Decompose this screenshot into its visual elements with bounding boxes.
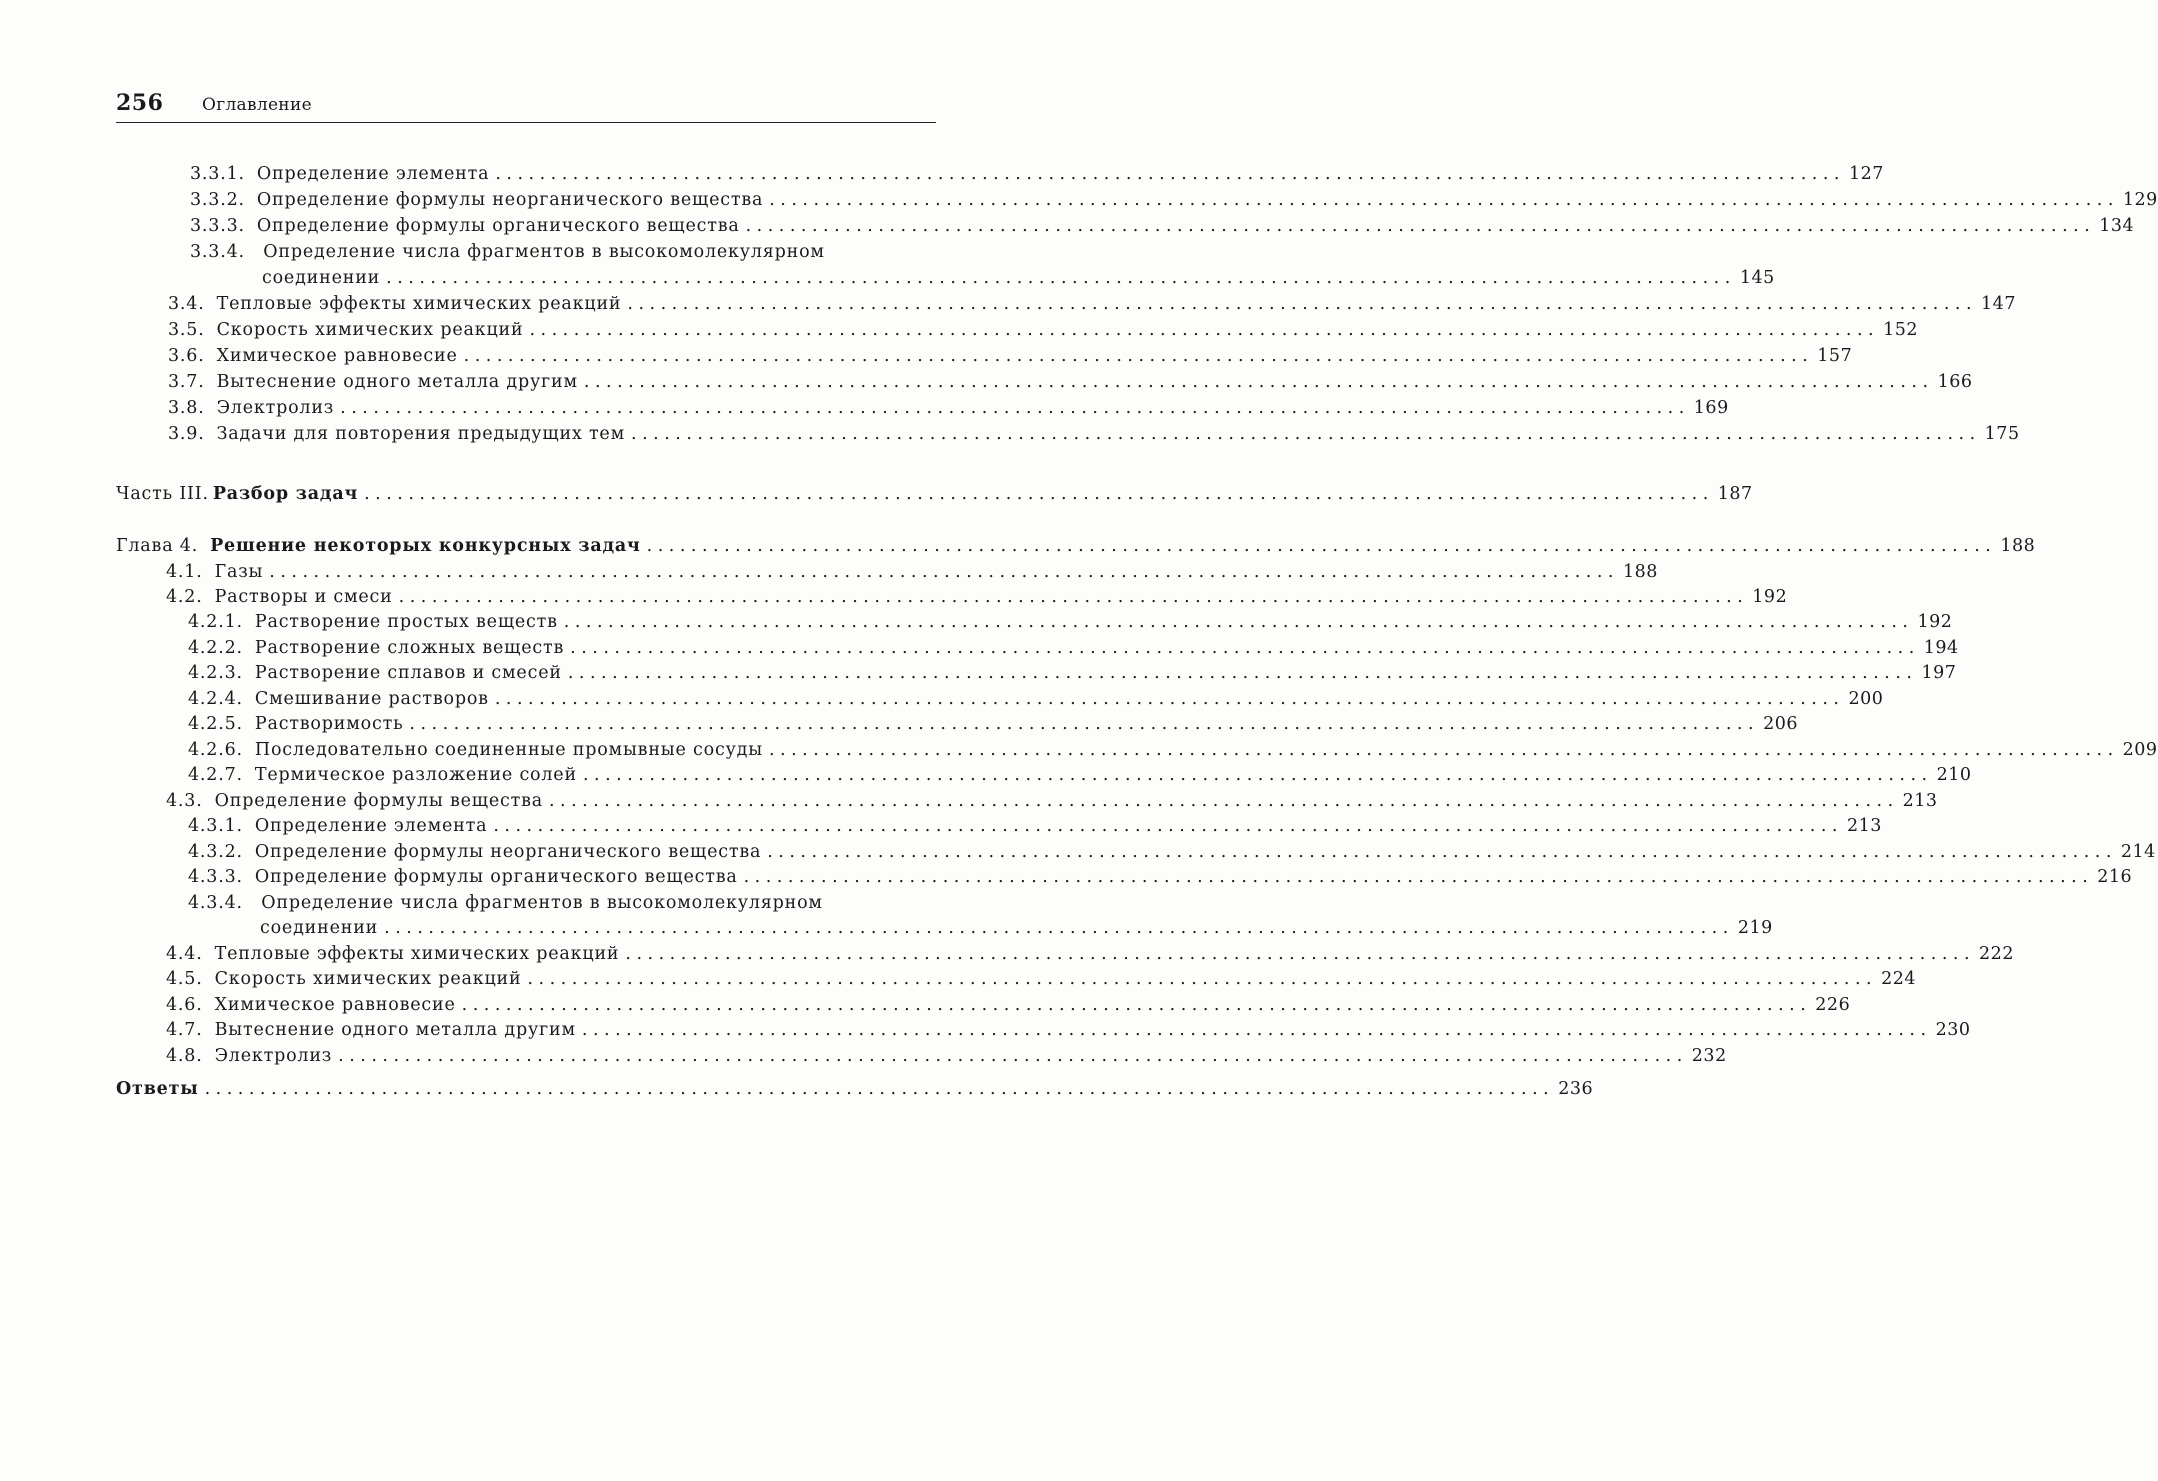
entry-number: 4.2.7.: [188, 765, 243, 785]
entry-title: Разбор задач: [212, 484, 359, 504]
entry-page: 232: [1691, 1046, 1727, 1066]
entry-page: 145: [1739, 268, 1775, 288]
leader-dots: ..........................................................................................................................: [529, 320, 1880, 340]
entry-title: Скорость химических реакций: [214, 969, 522, 989]
toc-entry[interactable]: [188, 840, 2156, 864]
entry-title: Вытеснение одного металла другим: [214, 1020, 576, 1040]
entry-page: 214: [2120, 842, 2156, 862]
entry-number: 4.3.4.: [188, 893, 243, 913]
entry-title: Определение формулы органического вещества: [254, 867, 738, 887]
entry-title: соединении: [260, 918, 379, 938]
entry-title: Ответы: [116, 1079, 199, 1099]
leader-dots: ..........................................................................................................................: [769, 190, 2119, 210]
toc-entry[interactable]: [166, 560, 1658, 584]
entry-number: 3.3.2.: [190, 190, 245, 210]
leader-dots: ..........................................................................................................................: [340, 398, 1690, 418]
toc-entry[interactable]: [166, 585, 1788, 609]
entry-title: Определение формулы органического вещества: [256, 216, 740, 236]
page-header: [116, 88, 936, 123]
toc-entry[interactable]: [188, 610, 1953, 634]
entry-number: 3.8.: [168, 398, 205, 418]
entry-number: 4.4.: [166, 944, 203, 964]
toc-entry-first-line[interactable]: [190, 240, 825, 264]
toc-entry[interactable]: [188, 814, 1882, 838]
leader-dots: ..........................................................................................................................: [364, 484, 1714, 504]
toc-entry[interactable]: [188, 712, 1798, 736]
entry-title: Термическое разложение солей: [254, 765, 577, 785]
toc-entry[interactable]: [188, 738, 2158, 762]
leader-dots: ..........................................................................................................................: [627, 294, 1978, 314]
toc-entry[interactable]: [262, 266, 1775, 290]
entry-page: 213: [1902, 791, 1938, 811]
leader-dots: ..........................................................................................................................: [204, 1079, 1555, 1099]
entry-number: 3.6.: [168, 346, 205, 366]
entry-title: соединении: [262, 268, 381, 288]
entry-title: Определение формулы неорганического вещества: [256, 190, 764, 210]
leader-dots: ..........................................................................................................................: [384, 918, 1734, 938]
toc-entry[interactable]: [168, 396, 1729, 420]
leader-dots: ..........................................................................................................................: [398, 587, 1749, 607]
entry-page: 222: [1979, 944, 2014, 964]
toc-entry[interactable]: [168, 318, 1919, 342]
entry-page: 127: [1849, 164, 1884, 184]
entry-number: 3.5.: [168, 320, 205, 340]
leader-dots: ..........................................................................................................................: [570, 638, 1920, 658]
leader-dots: ..........................................................................................................................: [527, 969, 1878, 989]
entry-number: 3.7.: [168, 372, 205, 392]
leader-dots: ..........................................................................................................................: [767, 842, 2117, 862]
entry-title: Растворение сплавов и смесей: [254, 663, 562, 683]
toc-entry-first-line[interactable]: [188, 891, 823, 915]
entry-number: 4.2.5.: [188, 714, 243, 734]
entry-title: Химическое равновесие: [216, 346, 458, 366]
leader-dots: ..........................................................................................................................: [583, 372, 1934, 392]
toc-entry[interactable]: [166, 942, 2014, 966]
entry-number: 3.9.: [168, 424, 205, 444]
leader-dots: ..........................................................................................................................: [463, 346, 1814, 366]
running-title: Оглавление: [202, 95, 312, 115]
entry-page: 200: [1848, 689, 1884, 709]
toc-entry[interactable]: [166, 1044, 1727, 1068]
entry-page: 213: [1847, 816, 1882, 836]
toc-entry[interactable]: [190, 188, 2158, 212]
entry-page: 147: [1981, 294, 2016, 314]
leader-dots: ..........................................................................................................................: [409, 714, 1760, 734]
leader-dots: ..........................................................................................................................: [493, 816, 1843, 836]
entry-number: 4.7.: [166, 1020, 203, 1040]
toc-entry[interactable]: [166, 967, 1917, 991]
toc-entry[interactable]: [188, 661, 1957, 685]
leader-dots: ..........................................................................................................................: [631, 424, 1981, 444]
entry-number: 4.3.: [166, 791, 203, 811]
entry-title: Растворение простых веществ: [254, 612, 558, 632]
entry-title: Тепловые эффекты химических реакций: [214, 944, 620, 964]
leader-dots: ..........................................................................................................................: [743, 867, 2094, 887]
entry-page: 194: [1923, 638, 1959, 658]
entry-page: 210: [1936, 765, 1972, 785]
toc-entry[interactable]: [166, 1018, 1971, 1042]
entry-number: 4.5.: [166, 969, 203, 989]
entry-page: 152: [1883, 320, 1919, 340]
leader-dots: ..........................................................................................................................: [269, 562, 1619, 582]
toc-answers-entry[interactable]: [116, 1077, 1594, 1101]
toc-entry[interactable]: [168, 422, 2020, 446]
entry-title-line1: Определение числа фрагментов в высокомолекулярном: [261, 893, 823, 913]
entry-number: 4.3.2.: [188, 842, 243, 862]
entry-number: 4.3.1.: [188, 816, 243, 836]
toc-entry[interactable]: [168, 344, 1853, 368]
entry-number: 4.1.: [166, 562, 203, 582]
entry-page: 197: [1921, 663, 1957, 683]
entry-title: Определение формулы вещества: [214, 791, 543, 811]
toc-entry[interactable]: [190, 214, 2135, 238]
entry-page: 230: [1935, 1020, 1971, 1040]
leader-dots: ..........................................................................................................................: [563, 612, 1914, 632]
entry-page: 226: [1815, 995, 1851, 1015]
toc-entry[interactable]: [168, 292, 2016, 316]
entry-title: Смешивание растворов: [254, 689, 489, 709]
leader-dots: ..........................................................................................................................: [494, 689, 1845, 709]
entry-title: Электролиз: [214, 1046, 333, 1066]
entry-page: 188: [2000, 536, 2036, 556]
entry-title: Последовательно соединенные промывные сосуды: [254, 740, 763, 760]
entry-title: Определение элемента: [256, 164, 490, 184]
entry-page: 134: [2099, 216, 2135, 236]
entry-number: 4.2.4.: [188, 689, 243, 709]
leader-dots: ..........................................................................................................................: [768, 740, 2119, 760]
entry-number: 4.2.3.: [188, 663, 243, 683]
entry-title: Химическое равновесие: [214, 995, 456, 1015]
toc-entry[interactable]: [188, 763, 1972, 787]
entry-page: 219: [1737, 918, 1773, 938]
entry-page: 157: [1817, 346, 1853, 366]
entry-title: Газы: [214, 562, 264, 582]
toc-entry[interactable]: [260, 916, 1773, 940]
leader-dots: ..........................................................................................................................: [386, 268, 1736, 288]
entry-title: Задачи для повторения предыдущих тем: [216, 424, 626, 444]
entry-page: 187: [1717, 484, 1753, 504]
leader-dots: ..........................................................................................................................: [495, 164, 1845, 184]
leader-dots: ..........................................................................................................................: [461, 995, 1812, 1015]
leader-dots: ..........................................................................................................................: [625, 944, 1976, 964]
entry-page: 188: [1622, 562, 1658, 582]
entry-page: 209: [2122, 740, 2158, 760]
entry-title: Скорость химических реакций: [216, 320, 524, 340]
entry-number: 4.2.2.: [188, 638, 243, 658]
entry-title: Определение формулы неорганического вещества: [254, 842, 762, 862]
entry-number: 4.2.: [166, 587, 203, 607]
entry-number: Часть III.: [116, 484, 209, 504]
toc-entry[interactable]: [166, 993, 1851, 1017]
toc-part-entry[interactable]: [116, 482, 1753, 506]
entry-number: 3.3.1.: [190, 164, 245, 184]
entry-page: 236: [1558, 1079, 1594, 1099]
page-number: 256: [116, 90, 164, 116]
entry-number: 3.3.4.: [190, 242, 245, 262]
toc-entry[interactable]: [166, 789, 1938, 813]
leader-dots: ..........................................................................................................................: [581, 1020, 1932, 1040]
entry-number: 4.2.1.: [188, 612, 243, 632]
leader-dots: ..........................................................................................................................: [745, 216, 2096, 236]
entry-title: Определение элемента: [254, 816, 488, 836]
toc-entry[interactable]: [188, 865, 2133, 889]
entry-page: 175: [1984, 424, 2020, 444]
leader-dots: ..........................................................................................................................: [338, 1046, 1688, 1066]
entry-title: Решение некоторых конкурсных задач: [210, 536, 641, 556]
entry-number: 4.2.6.: [188, 740, 243, 760]
entry-page: 166: [1937, 372, 1973, 392]
entry-page: 216: [2097, 867, 2133, 887]
toc-entry[interactable]: [188, 636, 1959, 660]
leader-dots: ..........................................................................................................................: [548, 791, 1899, 811]
entry-number: 3.3.3.: [190, 216, 245, 236]
entry-page: 192: [1752, 587, 1788, 607]
entry-number: 3.4.: [168, 294, 205, 314]
entry-title: Растворы и смеси: [214, 587, 393, 607]
entry-title: Растворимость: [254, 714, 404, 734]
entry-number: 4.6.: [166, 995, 203, 1015]
entry-page: 192: [1917, 612, 1953, 632]
leader-dots: ..........................................................................................................................: [646, 536, 1997, 556]
entry-number: 4.8.: [166, 1046, 203, 1066]
toc-chapter-entry[interactable]: [116, 534, 2036, 558]
leader-dots: ..........................................................................................................................: [582, 765, 1933, 785]
entry-page: 224: [1881, 969, 1917, 989]
toc-entry[interactable]: [168, 370, 1973, 394]
entry-number: Глава 4.: [116, 536, 199, 556]
toc-entry[interactable]: [188, 687, 1884, 711]
entry-title-line1: Определение числа фрагментов в высокомолекулярном: [263, 242, 825, 262]
entry-page: 206: [1763, 714, 1798, 734]
entry-title: Тепловые эффекты химических реакций: [216, 294, 622, 314]
leader-dots: ..........................................................................................................................: [567, 663, 1918, 683]
entry-page: 169: [1693, 398, 1729, 418]
toc-entry[interactable]: [190, 162, 1884, 186]
entry-page: 129: [2122, 190, 2158, 210]
entry-title: Электролиз: [216, 398, 335, 418]
entry-title: Вытеснение одного металла другим: [216, 372, 578, 392]
entry-title: Растворение сложных веществ: [254, 638, 565, 658]
entry-number: 4.3.3.: [188, 867, 243, 887]
